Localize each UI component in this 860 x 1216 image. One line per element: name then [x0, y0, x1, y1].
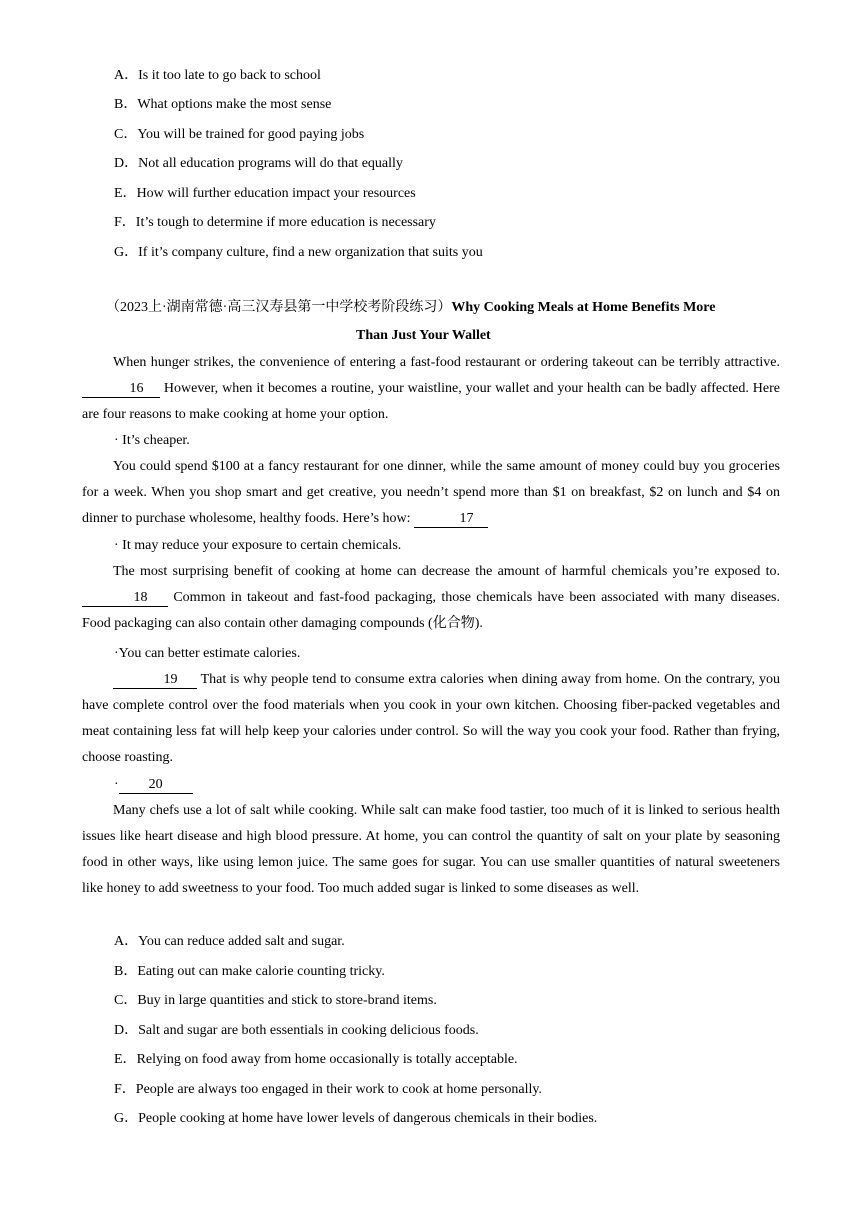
blank-20: 20: [119, 777, 193, 794]
option-letter: C．: [114, 993, 138, 1008]
paragraph-text: That is why people tend to consume extra calories when dining away from home. On the contrary, you have complete control over the food materials when you cook in your own kitchen. Choosing fiber-packed vegetables and meat containing less fat will help keep your calories under control. So will the way you cook your food. Rather than frying, choose roasting.: [82, 672, 780, 765]
option-letter: D．: [114, 156, 139, 171]
option-letter: B．: [114, 964, 138, 979]
blank-17: 17: [414, 511, 488, 528]
option-1f: [114, 213, 436, 233]
paragraph-text: You could spend $100 at a fancy restaurant for one dinner, while the same amount of money could buy you groceries for a week. When you shop smart and get creative, you needn’t spend more than $1 on breakfast, $2 on lunch and $4 on dinner to purchase wholesome, healthy foods. Here’s how:: [82, 459, 780, 526]
heading-calories: ·You can better estimate calories.: [114, 646, 301, 661]
heading-blank-20: [114, 775, 193, 795]
option-letter: A．: [114, 68, 139, 83]
option-letter: A．: [114, 934, 139, 949]
option-text: People are always too engaged in their work to cook at home personally.: [135, 1082, 542, 1097]
title-text: Why Cooking Meals at Home Benefits More: [451, 300, 716, 315]
option-letter: C．: [114, 127, 138, 142]
passage-title-line1: [106, 298, 715, 318]
option-letter: G．: [114, 1111, 139, 1126]
paragraph-text: The most surprising benefit of cooking at home can decrease the amount of harmful chemicals you’re exposed to.: [113, 564, 780, 579]
option-2f: [114, 1080, 542, 1100]
option-letter: E．: [114, 1052, 137, 1067]
option-2a: [114, 932, 345, 952]
option-letter: B．: [114, 97, 138, 112]
option-text: If it’s company culture, find a new organization that suits you: [138, 245, 483, 260]
option-text: Relying on food away from home occasionally is totally acceptable.: [136, 1052, 518, 1067]
option-1b: [114, 95, 331, 115]
option-text: You can reduce added salt and sugar.: [138, 934, 345, 949]
option-2d: [114, 1021, 479, 1041]
option-text: People cooking at home have lower levels of dangerous chemicals in their bodies.: [138, 1111, 598, 1126]
heading-chemicals: · It may reduce your exposure to certain chemicals.: [114, 538, 402, 553]
option-text: Eating out can make calorie counting tricky.: [137, 964, 385, 979]
option-letter: D．: [114, 1023, 139, 1038]
option-2b: [114, 962, 385, 982]
bullet-dot: ·: [114, 777, 119, 792]
blank-16: 16: [82, 381, 160, 398]
option-letter: F．: [114, 215, 136, 230]
passage-title-line2: Than Just Your Wallet: [356, 328, 491, 343]
paragraph-5: Many chefs use a lot of salt while cooking. While salt can make food tastier, too much of it is linked to serious health issues like heart disease and high blood pressure. At home, you can control the quantity of salt on your plate by seasoning food in other ways, like using lemon juice. The same goes for sugar. You can use smaller quantities of natural sweeteners like honey to add sweetness to your food. Too much added sugar is linked to some diseases as well.: [82, 803, 780, 896]
option-2g: [114, 1109, 597, 1129]
option-text: Is it too late to go back to school: [138, 68, 321, 83]
paragraph-text: Common in takeout and fast-food packaging, those chemicals have been associated with many diseases. Food packaging can also contain other damaging compounds (化合物).: [82, 590, 781, 631]
option-2c: [114, 991, 437, 1011]
option-text: It’s tough to determine if more education is necessary: [135, 215, 436, 230]
option-letter: E．: [114, 186, 137, 201]
option-1d: [114, 154, 403, 174]
blank-18: 18: [82, 590, 168, 607]
option-text: What options make the most sense: [137, 97, 332, 112]
paragraph-2: [82, 454, 780, 532]
heading-cheaper: · It’s cheaper.: [114, 433, 190, 448]
option-1e: [114, 184, 416, 204]
option-text: You will be trained for good paying jobs: [137, 127, 365, 142]
blank-19: 19: [113, 672, 197, 689]
option-1g: [114, 243, 483, 263]
option-text: Buy in large quantities and stick to store-brand items.: [137, 993, 437, 1008]
paragraph-text: However, when it becomes a routine, your waistline, your wallet and your health can be badly affected. Here are four reasons to make cooking at home your option.: [82, 381, 781, 422]
paragraph-3: [82, 559, 780, 637]
source-label: （2023上·湖南常德·高三汉寿县第一中学校考阶段练习）: [106, 300, 452, 315]
option-1a: [114, 66, 321, 86]
option-text: Not all education programs will do that equally: [138, 156, 403, 171]
option-text: How will further education impact your resources: [136, 186, 416, 201]
paragraph-text: When hunger strikes, the convenience of entering a fast-food restaurant or ordering takeout can be terribly attractive.: [113, 355, 780, 370]
option-text: Salt and sugar are both essentials in cooking delicious foods.: [138, 1023, 479, 1038]
option-2e: [114, 1050, 518, 1070]
option-1c: [114, 125, 364, 145]
option-letter: G．: [114, 245, 139, 260]
paragraph-4: [82, 667, 780, 771]
option-letter: F．: [114, 1082, 136, 1097]
paragraph-1: [82, 350, 780, 428]
